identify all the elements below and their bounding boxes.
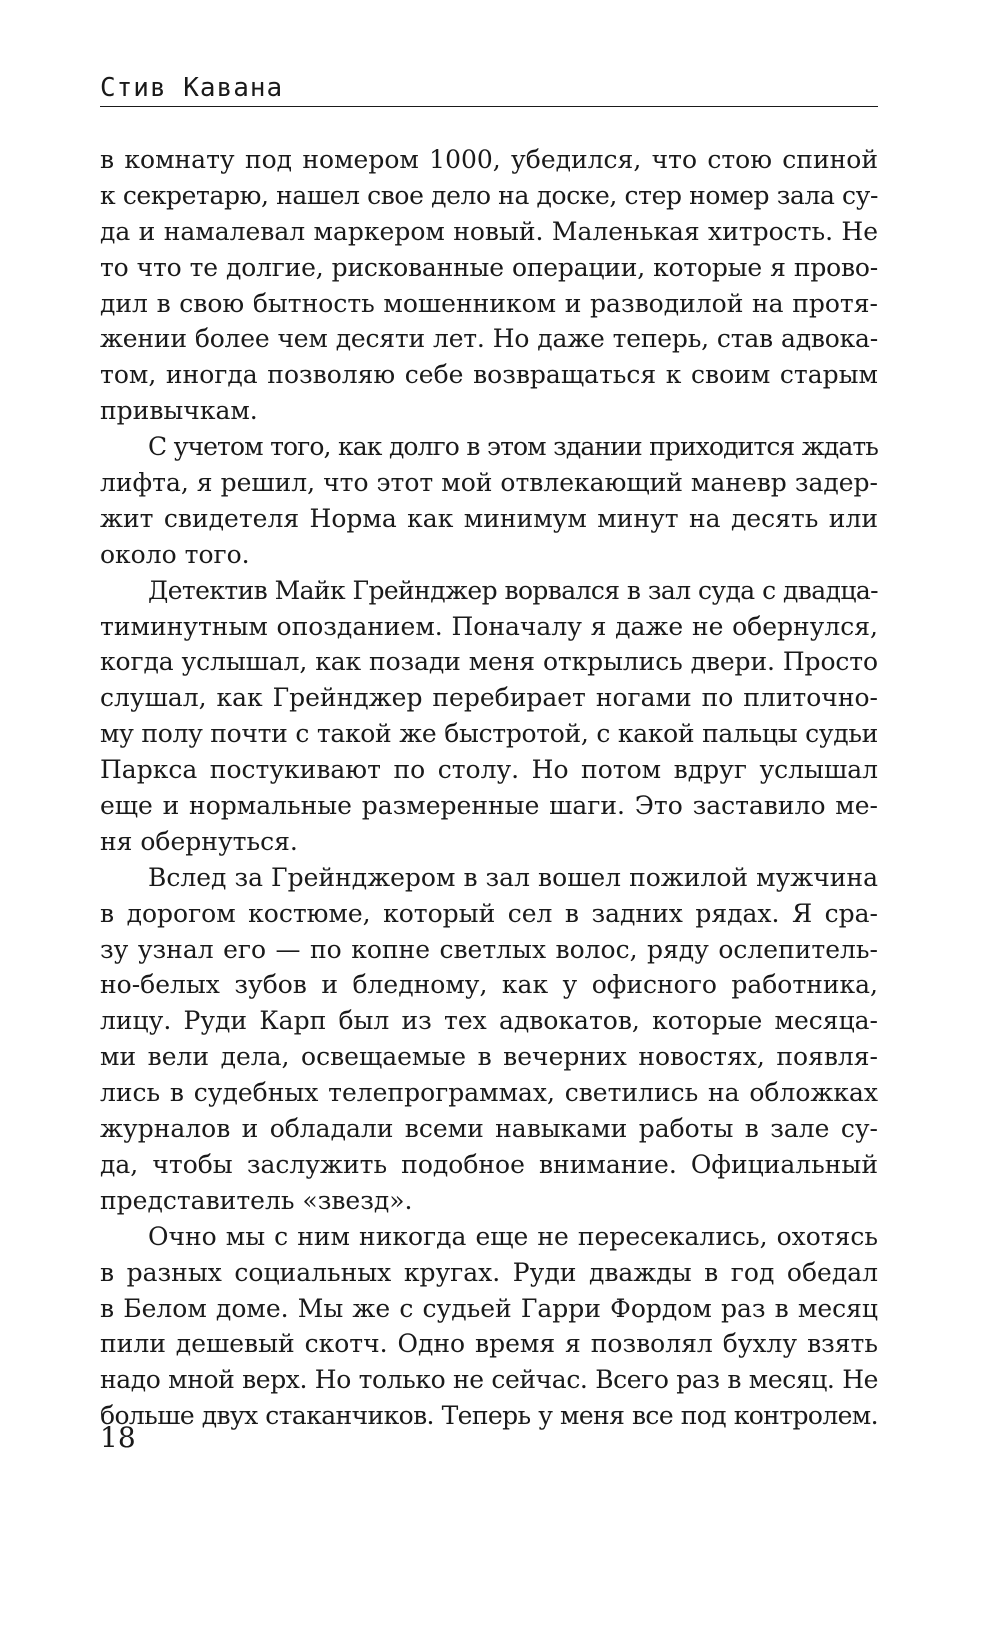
text-line: то что те долгие, рискованные операции, которые я прово-	[100, 252, 878, 282]
text-line: С учетом того, как долго в этом здании приходится ждать	[148, 432, 878, 462]
text-line: да, чтобы заслужить подобное внимание. Официальный	[100, 1149, 878, 1179]
text-line: к секретарю, нашел свое дело на доске, стер номер зала су-	[100, 180, 878, 210]
text-line: еще и нормальные размеренные шаги. Это заставило ме-	[100, 791, 878, 821]
text-line: представитель «звезд».	[100, 1185, 413, 1215]
text-line: да и намалевал маркером новый. Маленькая хитрость. Не	[100, 216, 878, 246]
text-line: ми вели дела, освещаемые в вечерних новостях, появля-	[100, 1042, 878, 1072]
text-line: зу узнал его — по копне светлых волос, ряду ослепитель-	[100, 934, 878, 964]
text-line: лифта, я решил, что этот мой отвлекающий маневр задер-	[100, 468, 878, 498]
text-line: лись в судебных телепрограммах, светились на обложках	[100, 1078, 878, 1108]
text-line: надо мной верх. Но только не сейчас. Всего раз в месяц. Не	[100, 1365, 878, 1395]
body-text	[100, 142, 878, 1434]
running-header	[100, 70, 878, 106]
text-line: больше двух стаканчиков. Теперь у меня все под контролем.	[100, 1401, 878, 1431]
header-rule	[100, 106, 878, 107]
text-line: в Белом доме. Мы же с судьей Гарри Фордом раз в месяц	[100, 1293, 878, 1323]
text-line: журналов и обладали всеми навыками работы в зале су-	[100, 1114, 878, 1144]
text-line: му полу почти с такой же быстротой, с какой пальцы судьи	[100, 719, 878, 749]
text-line: пили дешевый скотч. Одно время я позволял бухлу взять	[100, 1329, 878, 1359]
text-line: жит свидетеля Норма как минимум минут на десять или	[100, 503, 878, 533]
header-author: Стив Кавана	[100, 73, 284, 103]
text-line: в комнату под номером 1000, убедился, что стою спиной	[100, 145, 878, 174]
text-line: но-белых зубов и бледному, как у офисного работника,	[100, 970, 878, 1000]
text-line: около того.	[100, 539, 250, 569]
text-line: лицу. Руди Карп был из тех адвокатов, которые месяца-	[100, 1006, 878, 1036]
text-line: в дорогом костюме, который сел в задних рядах. Я сра-	[100, 898, 878, 928]
text-line: Вслед за Грейнджером в зал вошел пожилой мужчина	[148, 862, 878, 892]
text-line: привычкам.	[100, 396, 258, 426]
text-line: когда услышал, как позади меня открылись двери. Просто	[100, 647, 878, 677]
text-line: тиминутным опозданием. Поначалу я даже не обернулся,	[100, 611, 878, 641]
text-line: том, иногда позволяю себе возвращаться к своим старым	[100, 360, 878, 390]
text-line: жении более чем десяти лет. Но даже теперь, став адвока-	[100, 324, 878, 354]
text-line: слушал, как Грейнджер перебирает ногами по плиточно-	[100, 683, 878, 713]
page-number: 18	[100, 1421, 136, 1454]
text-line: дил в свою бытность мошенником и разводилой на протя-	[100, 288, 878, 318]
text-line: Очно мы с ним никогда еще не пересекались, охотясь	[148, 1221, 878, 1251]
text-line: Детектив Майк Грейнджер ворвался в зал суда с двадца-	[148, 575, 878, 605]
text-line: в разных социальных кругах. Руди дважды в год обедал	[100, 1257, 878, 1287]
text-line: ня обернуться.	[100, 826, 298, 856]
text-line: Паркса постукивают по столу. Но потом вдруг услышал	[100, 755, 878, 785]
